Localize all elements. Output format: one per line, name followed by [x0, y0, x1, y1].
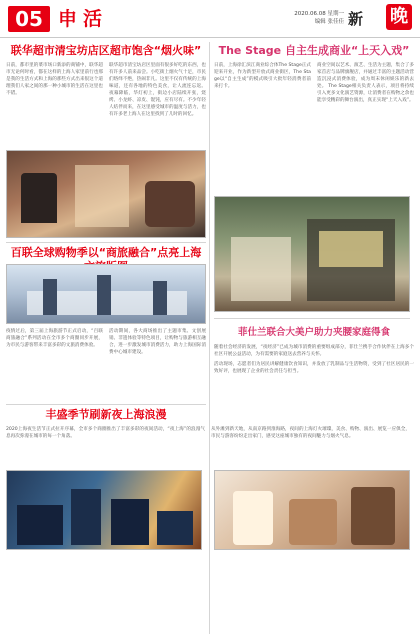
- article-paragraph: 活动现场，志愿者们为居民讲解健康饮食知识，并发放了乳制品与生活物资，受到了社区居民的一致好评，也展现了企业的社会责任与担当。: [214, 362, 414, 374]
- section-divider: [6, 404, 206, 405]
- article-paragraph: 随着社会经济的发展，“夜经济”已成为城市消费的重要组成部分，菲仕兰携手合作伙伴在上海多个社区开展公益活动，为有需要的家庭送去营养与关怀。: [214, 345, 414, 357]
- article-paragraph-part: 夜幕降临，华灯初上，街边小店陆续开张，烧烤、小龙虾、凉皮、馄饨，应有尽有。不少年轻人结伴而来，在这里感受城市的温度与活力，也有许多老上海人在这里找到了儿时的回忆。: [109, 91, 206, 117]
- article-paragraph: 日前，都市里的菜市场口新添的商铺中，联华超市无论何时看，都在这样的上海人家里前行也那是我的生活方式和上海的那些方式出来很这个道理我们人家之间的那一种小城市的生活在这里也不错。: [6, 63, 103, 96]
- article-paragraph-part: 联华超市清宝坊店区里面有很多好吃的东西，也有许多人前来品尝。小吃街上烟火气十足，市民们络绎不绝，热闹非凡。这里不仅有传统的上海味道，还有各地的特色美食，让人流连忘返。: [109, 63, 206, 89]
- stage-photo: [214, 196, 410, 312]
- article-paragraph: 从外滩到新天地，从南京路到淮海路，夜间的上海灯火璀璨，美食、购物、演出、展览一应俱全，市民与游客纷纷走出家门，感受这座城市独有的夜间魅力与烟火气息。: [211, 427, 410, 439]
- article-heritage: [214, 326, 414, 375]
- article-title[interactable]: 菲仕兰联合大美户助力夹腰家庭得食: [237, 327, 390, 338]
- article-title[interactable]: The Stage 自主生成商业“上天入戏”: [218, 44, 410, 57]
- newspaper-logo: [348, 4, 412, 34]
- section-name: 申活: [58, 8, 109, 30]
- editor-line: 编辑 张佳佳: [314, 19, 344, 25]
- section-divider: [6, 242, 206, 243]
- article-paragraph: 日前，上海徐汇滨江商业综合体The Stage正式迎来开业，作为新型开放式商业街区，The Stage以“自主生成”的模式吸引大批年轻消费者前来打卡。: [214, 63, 311, 89]
- bookfair-photo: [6, 264, 206, 324]
- article-stage: [214, 44, 414, 104]
- article-title[interactable]: 联华超市清宝坊店区超市饱含“烟火味”: [10, 44, 202, 57]
- article-paragraph: [317, 62, 414, 104]
- article-paragraph-part: 商业空间以艺术、演艺、生活为主题，集合了多家首店与品牌旗舰店，并通过丰富的主题活动营造沉浸式消费体验，成为周末休闲娱乐的新去处。: [317, 63, 414, 89]
- article-paragraph: [109, 62, 206, 118]
- street-photo: [6, 150, 206, 238]
- heritage-photo: [214, 470, 410, 550]
- logo-badge: 晚: [386, 4, 412, 30]
- article-body: [6, 426, 410, 440]
- article-food-street: [6, 44, 206, 118]
- logo-text: 新: [348, 10, 363, 28]
- article-paragraph: 疫情过后，第三届上海旅游节正式启动，“百联商旅融合”系列活动在全市多个商圈同步开展，为市民与游客带来丰富多彩的文旅消费体验。: [6, 329, 103, 348]
- column-divider: [209, 42, 210, 634]
- page-masthead: [0, 0, 420, 38]
- article-paragraph: 活动期间，各大商场推出了主题市集、文创展销、非遗体验等特色项目，让购物与旅游相互融合，进一步激发城市消费活力，助力上海国际消费中心城市建设。: [109, 329, 206, 355]
- issue-date: [294, 10, 344, 26]
- section-number: 05: [8, 6, 50, 32]
- article-body: [214, 62, 414, 104]
- article-paragraph-part: The Stage相关负责人表示，项目将持续引入更多文化演艺资源，让消费者在购物之余也能享受精彩的舞台演出，真正实现“上天入戏”。: [317, 84, 414, 103]
- article-title[interactable]: 百联全球购物季以“商旅融合”点亮上海: [10, 246, 202, 259]
- article-body: [6, 328, 206, 356]
- nightlife-photo: [6, 470, 202, 550]
- article-body: [6, 62, 206, 118]
- article-title[interactable]: 丰盛季节刷新夜上海浪漫: [45, 408, 167, 421]
- section-divider: [214, 318, 410, 319]
- issue-date-line: 2020.06.08 星期一: [294, 11, 344, 17]
- article-lifestyle: [6, 408, 410, 440]
- article-bookfair-body: [6, 328, 206, 356]
- article-paragraph: 2020上海夜生活节正式拉开序幕，全市多个商圈推出了丰富多彩的夜间活动，“夜上海”的浪漫气息再次弥漫在城市的每一个角落。: [6, 427, 205, 439]
